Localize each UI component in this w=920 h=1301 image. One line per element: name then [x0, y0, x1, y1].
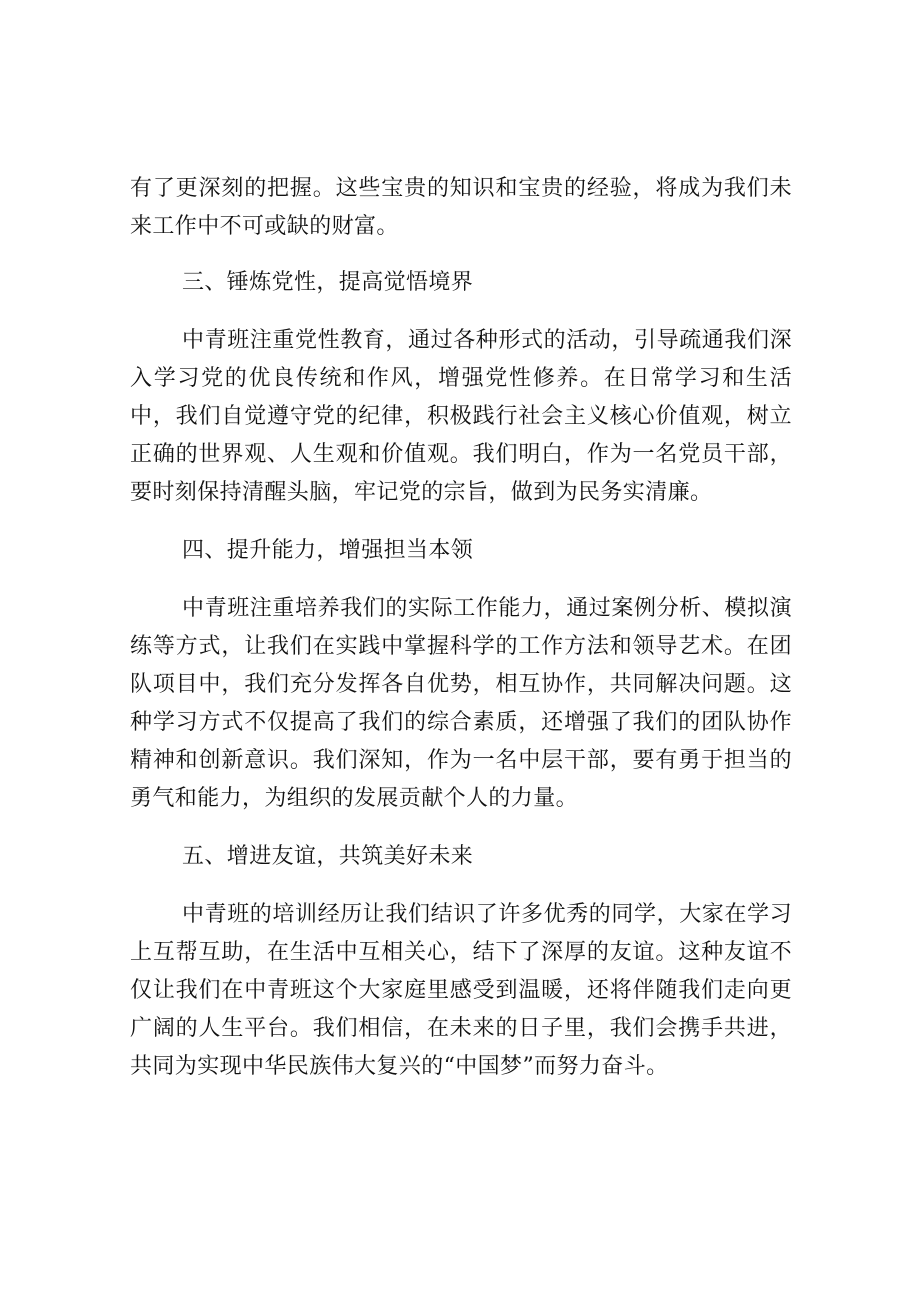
paragraph-continuation: 有了更深刻的把握。这些宝贵的知识和宝贵的经验，将成为我们未来工作中不可或缺的财富。	[130, 176, 792, 239]
paragraph-ability: 中青班注重培养我们的实际工作能力，通过案例分析、模拟演练等方式，让我们在实践中掌握科学的工作方法和领导艺术。在团队项目中，我们充分发挥各自优势，相互协作，共同解决问题。这种学习方式不仅提高了我们的综合素质，还增强了我们的团队协作精神和创新意识。我们深知，作为一名中层干部，要有勇于担当的勇气和能力，为组织的发展贡献个人的力量。	[130, 596, 792, 811]
paragraph-party-spirit: 中青班注重党性教育，通过各种形式的活动，引导疏通我们深入学习党的优良传统和作风，增强党性修养。在日常学习和生活中，我们自觉遵守党的纪律，积极践行社会主义核心价值观，树立正确的世界观、人生观和价值观。我们明白，作为一名党员干部，要时刻保持清醒头脑，牢记党的宗旨，做到为民务实清廉。	[130, 328, 792, 505]
paragraph-friendship: 中青班的培训经历让我们结识了许多优秀的同学，大家在学习上互帮互助，在生活中互相关心，结下了深厚的友谊。这种友谊不仅让我们在中青班这个大家庭里感受到温暖，还将伴随我们走向更广阔的人生平台。我们相信，在未来的日子里，我们会携手共进，共同为实现中华民族伟大复兴的“中国梦”而努力奋斗。	[130, 902, 792, 1079]
section-heading-3: 三、锤炼党性，提高觉悟境界	[182, 270, 474, 295]
section-heading-5: 五、增进友谊，共筑美好未来	[182, 844, 474, 869]
section-heading-4: 四、提升能力，增强担当本领	[182, 538, 474, 563]
